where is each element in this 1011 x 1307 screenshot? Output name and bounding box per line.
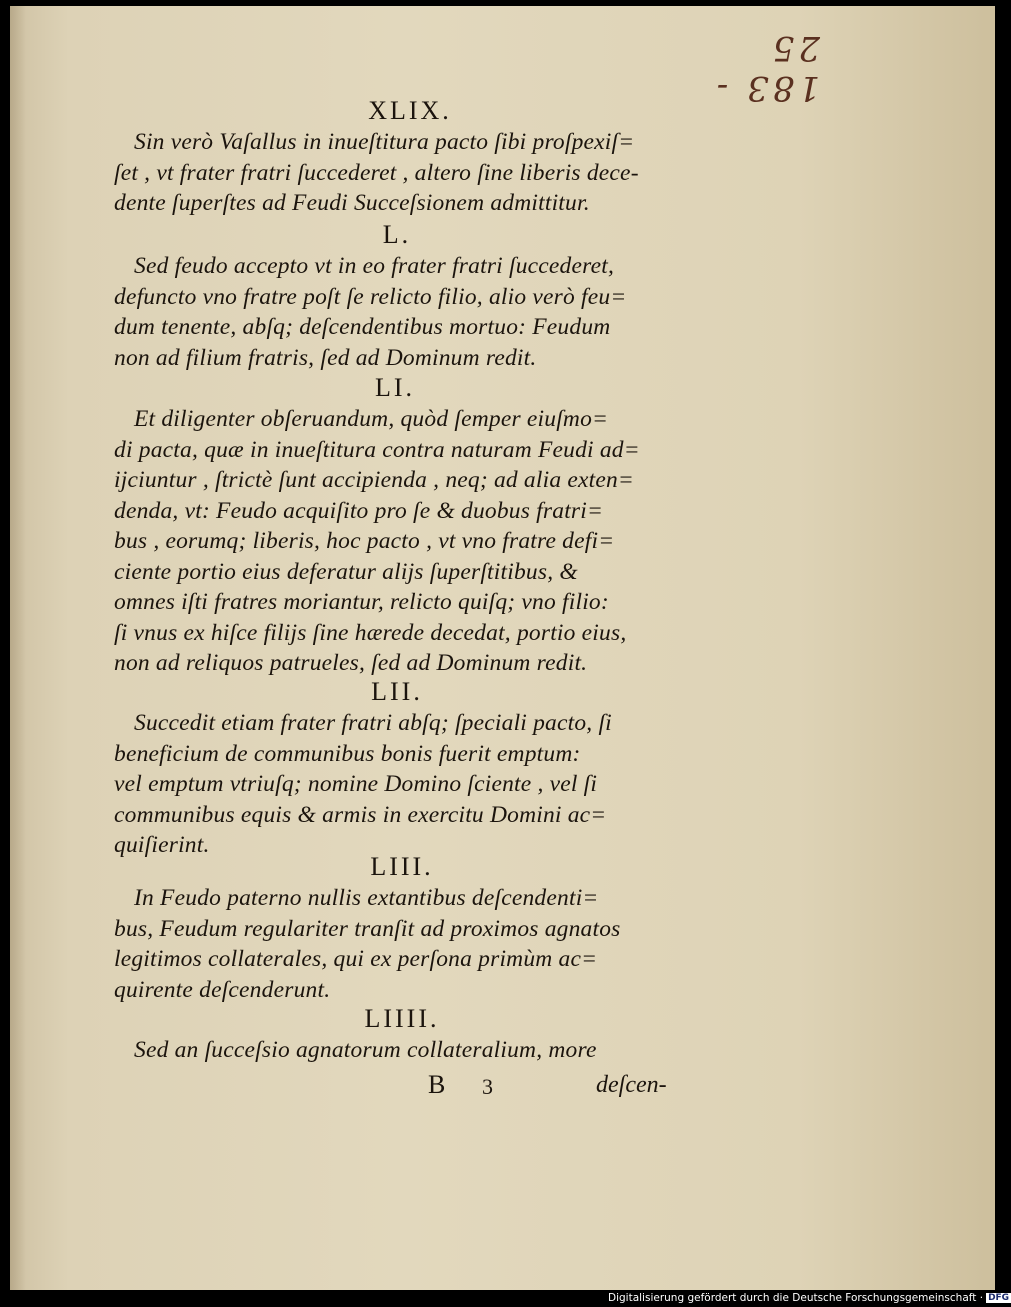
- text-line: quirente deſcenderunt.: [114, 976, 331, 1003]
- text-line: legitimos collaterales, qui ex perſona primùm ac=: [114, 946, 598, 972]
- text-line: In Feudo paterno nullis extantibus deſcendenti=: [134, 885, 599, 911]
- text-line: communibus equis & armis in exercitu Domini ac=: [114, 801, 607, 828]
- dfg-logo: DFG: [988, 1293, 1010, 1303]
- text-line: Sed an ſucceſsio agnatorum collateralium, more: [134, 1037, 597, 1063]
- text-line: omnes iſti fratres moriantur, relicto quiſq; vno filio:: [114, 589, 609, 615]
- text-line: quiſierint.: [114, 832, 210, 858]
- text-line: Sed feudo accepto vt in eo frater fratri ſuccederet,: [134, 253, 615, 279]
- signature-number: 3: [482, 1074, 493, 1099]
- section-heading: XLIX.: [368, 96, 452, 125]
- text-line: vel emptum vtriuſq; nomine Domino ſciente , vel ſi: [114, 771, 598, 797]
- section-heading: LII.: [371, 677, 423, 706]
- text-line: Et diligenter obſeruandum, quòd ſemper eiuſmo=: [134, 406, 609, 432]
- text-line: Succedit etiam frater fratri abſq; ſpeciali pacto, ſi: [134, 710, 612, 736]
- book-page: [10, 6, 995, 1290]
- credit-text: Digitalisierung gefördert durch die Deutsche Forschungsgemeinschaft ·: [608, 1292, 984, 1304]
- text-line: bus, Feudum regulariter tranſit ad proximos agnatos: [114, 915, 621, 942]
- section-heading: LIIII.: [364, 1004, 440, 1033]
- dfg-credit: [608, 1292, 1010, 1307]
- text-line: dente ſuperſtes ad Feudi Succeſsionem admittitur.: [114, 190, 590, 216]
- text-line: di pacta, quæ in inueſtitura contra naturam Feudi ad=: [114, 436, 640, 463]
- text-line: bus , eorumq; liberis, hoc pacto , vt vno fratre defi=: [114, 528, 615, 554]
- handwritten-folio-note: 183 - 25: [712, 28, 820, 108]
- text-line: defuncto vno fratre poſt ſe relicto filio, alio verò feu=: [114, 283, 627, 310]
- page-gutter-shadow: [10, 6, 26, 1290]
- section-heading: LIII.: [370, 852, 434, 881]
- text-line: non ad filium fratris, ſed ad Dominum redit.: [114, 344, 537, 371]
- text-line: non ad reliquos patrueles, ſed ad Dominum redit.: [114, 650, 588, 676]
- text-line: dum tenente, abſq; deſcendentibus mortuo: Feudum: [114, 314, 611, 340]
- text-line: Sin verò Vaſallus in inueſtitura pacto ſibi proſpexiſ=: [134, 129, 635, 155]
- text-line: ſi vnus ex hiſce filijs ſine hærede decedat, portio eius,: [114, 619, 627, 646]
- text-line: denda, vt: Feudo acquiſito pro ſe & duobus fratri=: [114, 497, 604, 524]
- text-line: ijciuntur , ſtrictè ſunt accipienda , neq; ad alia exten=: [114, 467, 634, 493]
- signature-mark: B: [428, 1070, 446, 1099]
- text-line: beneficium de communibus bonis fuerit emptum:: [114, 740, 581, 767]
- section-heading: LI.: [374, 373, 416, 402]
- section-heading: L.: [382, 220, 412, 249]
- text-line: ciente portio eius deferatur alijs ſuperſtitibus, &: [114, 558, 578, 585]
- text-line: ſet , vt frater fratri ſuccederet , altero ſine liberis dece-: [114, 159, 639, 186]
- catchword: deſcen-: [596, 1072, 667, 1098]
